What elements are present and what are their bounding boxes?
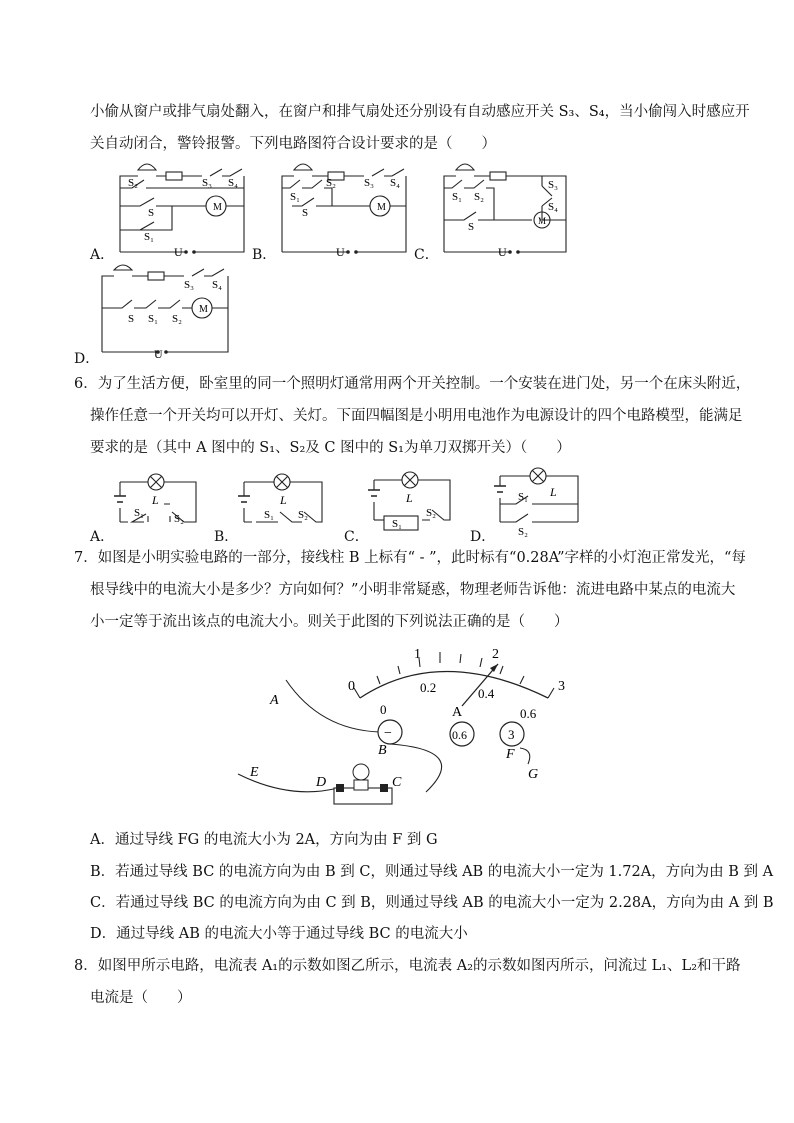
q5-circuit-c: [434, 158, 574, 258]
mid-terminal-label: 0.6: [452, 728, 467, 742]
upper-tick-label: 2: [492, 647, 499, 662]
switch-label: S₂: [518, 526, 528, 538]
switch-label: S₁: [134, 507, 144, 519]
switch-label: S₁: [392, 518, 402, 530]
switch-label: S₄: [548, 201, 558, 213]
wire-fg: [520, 748, 530, 764]
switch-label: S₂: [426, 507, 436, 519]
switch-label: S₂: [298, 509, 308, 521]
lower-tick-label: 0: [380, 702, 387, 717]
switch-label: S: [468, 221, 475, 233]
q8-stem-line-1: 8．如图甲所示电路，电流表 A₁的示数如图乙所示，电流表 A₂的示数如图丙所示，问流过 L₁、L₂和干路: [74, 958, 741, 974]
q7-choice-d[interactable]: D．通过导线 AB 的电流大小等于通过导线 BC 的电流大小: [90, 926, 468, 942]
q6-stem-line-1: 6．为了生活方便，卧室里的同一个照明灯通常用两个开关控制。一个安装在进门处，另一个在床头附近，: [74, 376, 751, 392]
q7-stem-line-3: 小一定等于流出该点的电流大小。则关于此图的下列说法正确的是（ ）: [90, 614, 569, 630]
source-label: U: [498, 245, 507, 258]
lamp-socket: [354, 780, 368, 790]
q6-circuit-c: [362, 462, 462, 538]
switch-label: S₄: [212, 279, 222, 291]
lamp-label: L: [152, 493, 159, 507]
q6-stem-line-3: 要求的是（其中 A 图中的 S₁、S₂及 C 图中的 S₁为单刀双掷开关）（ ）: [90, 440, 571, 456]
q7-choice-b[interactable]: B．若通过导线 BC 的电流方向为由 B 到 C，则通过导线 AB 的电流大小一定为 1.72A，方向为由 B 到 A: [90, 864, 774, 880]
source-label: U: [154, 347, 163, 361]
lamp-label: L: [280, 493, 287, 507]
switch-label: S₂: [174, 513, 184, 525]
switch-label: S₁: [518, 491, 528, 503]
q5-circuit-b: [272, 158, 412, 258]
upper-tick-label: 3: [558, 679, 565, 694]
point-label-c: C: [392, 775, 402, 790]
q6-stem-line-2: 操作任意一个开关均可以开灯、关灯。下面四幅图是小明用电池作为电源设计的四个电路模型，能满足: [90, 408, 743, 424]
switch-label: S: [148, 207, 155, 219]
source-label: U: [174, 245, 183, 258]
meter-ticks: [354, 652, 554, 698]
q5-option-c-label: C．: [414, 247, 439, 263]
lamp-terminal-c: [380, 784, 388, 792]
high-terminal-label: 3: [508, 727, 515, 742]
wire-ab: [286, 680, 380, 732]
q5-circuit-d: [92, 262, 238, 362]
q6-circuit-d: [488, 462, 588, 538]
point-label-g: G: [528, 767, 539, 782]
switch-label: S₁: [148, 313, 158, 325]
motor-label: M: [538, 216, 547, 226]
q7-choice-a[interactable]: A．通过导线 FG 的电流大小为 2A，方向为由 F 到 G: [90, 832, 438, 848]
ammeter-figure: [230, 640, 590, 820]
q5-stem-line-1: 小偷从窗户或排气扇处翻入，在窗户和排气扇处还分别设有自动感应开关 S₃、S₄，当小偷闯入时感应开: [90, 104, 750, 120]
point-label-e: E: [250, 765, 259, 780]
switch-label: S₁: [290, 191, 300, 203]
switch-label: S₃: [548, 179, 558, 191]
switch-label: S₂: [474, 191, 484, 203]
point-label-f: F: [506, 747, 515, 762]
switch-label: S: [128, 313, 135, 325]
q6-circuit-a: [108, 464, 204, 538]
upper-tick-label: 0: [348, 679, 355, 694]
switch-label: S₁: [452, 191, 462, 203]
q5-stem-line-2: 关自动闭合，警铃报警。下列电路图符合设计要求的是（ ）: [90, 136, 496, 152]
lamp-terminal-d: [336, 784, 344, 792]
switch-label: S₃: [184, 279, 194, 291]
q6-option-a-label: A．: [90, 529, 115, 545]
lower-tick-label: 0.2: [420, 680, 437, 695]
motor-label: M: [213, 202, 222, 213]
point-label-b: B: [378, 743, 387, 758]
switch-label: S: [302, 207, 309, 219]
switch-label: S₄: [228, 177, 238, 189]
q6-option-c-label: C．: [344, 529, 369, 545]
switch-label: S₂: [128, 177, 138, 189]
point-label-a: A: [270, 693, 279, 708]
point-label-a-terminal: A: [452, 705, 463, 720]
motor-label: M: [199, 304, 208, 315]
q5-option-d-label: D．: [74, 351, 100, 367]
source-label: U: [336, 245, 345, 258]
q6-option-d-label: D．: [470, 529, 496, 545]
switch-label: S₃: [364, 177, 374, 189]
upper-tick-label: 1: [414, 647, 421, 662]
q6-option-b-label: B．: [214, 529, 239, 545]
q7-stem-line-2: 根导线中的电流大小是多少？方向如何？”小明非常疑惑，物理老师告诉他：流进电路中某点的电流大: [90, 582, 736, 598]
lower-tick-label: 0.6: [520, 706, 537, 721]
bulb-icon: [353, 764, 369, 780]
q7-stem-line-1: 7．如图是小明实验电路的一部分，接线柱 B 上标有“ - ”，此时标有“0.28A”字样的小灯泡正常发光，“每: [74, 550, 746, 566]
switch-label: S₁: [144, 231, 154, 243]
q7-choice-c[interactable]: C．若通过导线 BC 的电流方向为由 C 到 B，则通过导线 AB 的电流大小一定为 2.28A，方向为由 A 到 B: [90, 895, 774, 911]
switch-label: S₁: [264, 509, 274, 521]
motor-label: M: [377, 202, 386, 213]
q5-option-b-label: B．: [252, 247, 277, 263]
lamp-label: L: [406, 491, 413, 505]
switch-label: S₂: [326, 177, 336, 189]
lamp-label: L: [550, 485, 557, 499]
negative-terminal-label: −: [384, 726, 392, 741]
q5-circuit-a: [110, 158, 250, 258]
q6-circuit-b: [232, 464, 332, 538]
q8-stem-line-2: 电流是（ ）: [90, 990, 192, 1006]
meter-needle-tip: [490, 664, 498, 672]
switch-label: S₄: [390, 177, 400, 189]
switch-label: S₃: [202, 177, 212, 189]
q5-option-a-label: A．: [90, 247, 115, 263]
switch-label: S₂: [172, 313, 182, 325]
point-label-d: D: [316, 775, 327, 790]
lower-tick-label: 0.4: [478, 686, 495, 701]
meter-scale-arc: [360, 672, 548, 699]
